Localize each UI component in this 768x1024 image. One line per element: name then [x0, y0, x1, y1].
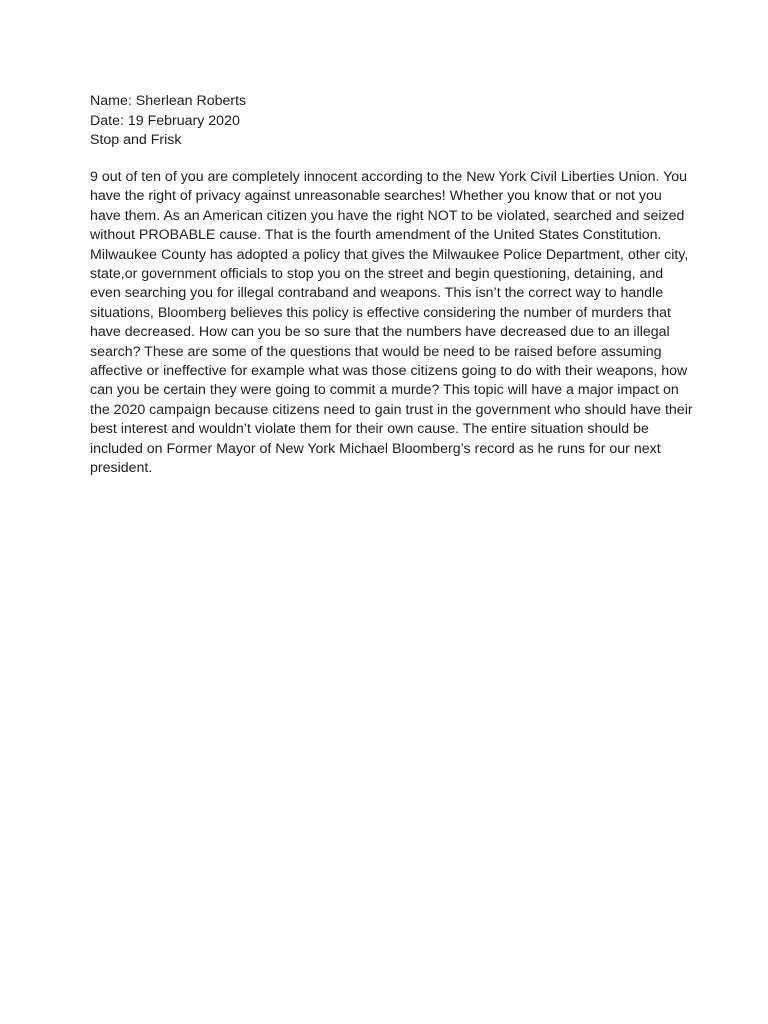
paragraph-line: best interest and wouldn’t violate them for their own cause. The entire situation should be — [90, 421, 649, 438]
paragraph-line: without PROBABLE cause. That is the fourth amendment of the United States Constitution. — [90, 227, 662, 244]
paragraph-line: Milwaukee County has adopted a policy that gives the Milwaukee Police Department, other city, — [90, 246, 689, 263]
paragraph-line: have them. As an American citizen you have the right NOT to be violated, searched and seized — [90, 207, 685, 224]
paragraph-line: affective or ineffective for example what was those citizens going to do with their weapons, how — [90, 363, 688, 380]
document-header — [90, 92, 690, 151]
paragraph-line: have the right of privacy against unreasonable searches! Whether you know that or not you — [90, 188, 662, 205]
document-date: Date: 19 February 2020 — [90, 112, 240, 129]
author-name: Name: Sherlean Roberts — [90, 93, 247, 109]
paragraph-line: have decreased. How can you be so sure that the numbers have decreased due to an illegal — [90, 324, 670, 341]
paragraph-line: included on Former Mayor of New York Michael Bloomberg’s record as he runs for our next — [90, 440, 661, 457]
paragraph-line: search? These are some of the questions that would be need to be raised before assuming — [90, 343, 662, 360]
paragraph-line: situations, Bloomberg believes this policy is effective considering the number of murders that — [90, 304, 671, 321]
paragraph-line: state,or government officials to stop you on the street and begin questioning, detaining, and — [90, 266, 664, 283]
paragraph-line: the 2020 campaign because citizens need to gain trust in the government who should have their — [90, 401, 693, 418]
paragraph-line: even searching you for illegal contraband and weapons. This isn’t the correct way to handle — [90, 285, 664, 302]
essay-paragraph — [90, 168, 693, 479]
paragraph-line: 9 out of ten of you are completely innocent according to the New York Civil Liberties Union. You — [90, 169, 688, 185]
paragraph-line: president. — [90, 460, 153, 477]
paragraph-line: can you be certain they were going to commit a murde? This topic will have a major impact on — [90, 382, 679, 399]
document-title: Stop and Frisk — [90, 132, 182, 148]
